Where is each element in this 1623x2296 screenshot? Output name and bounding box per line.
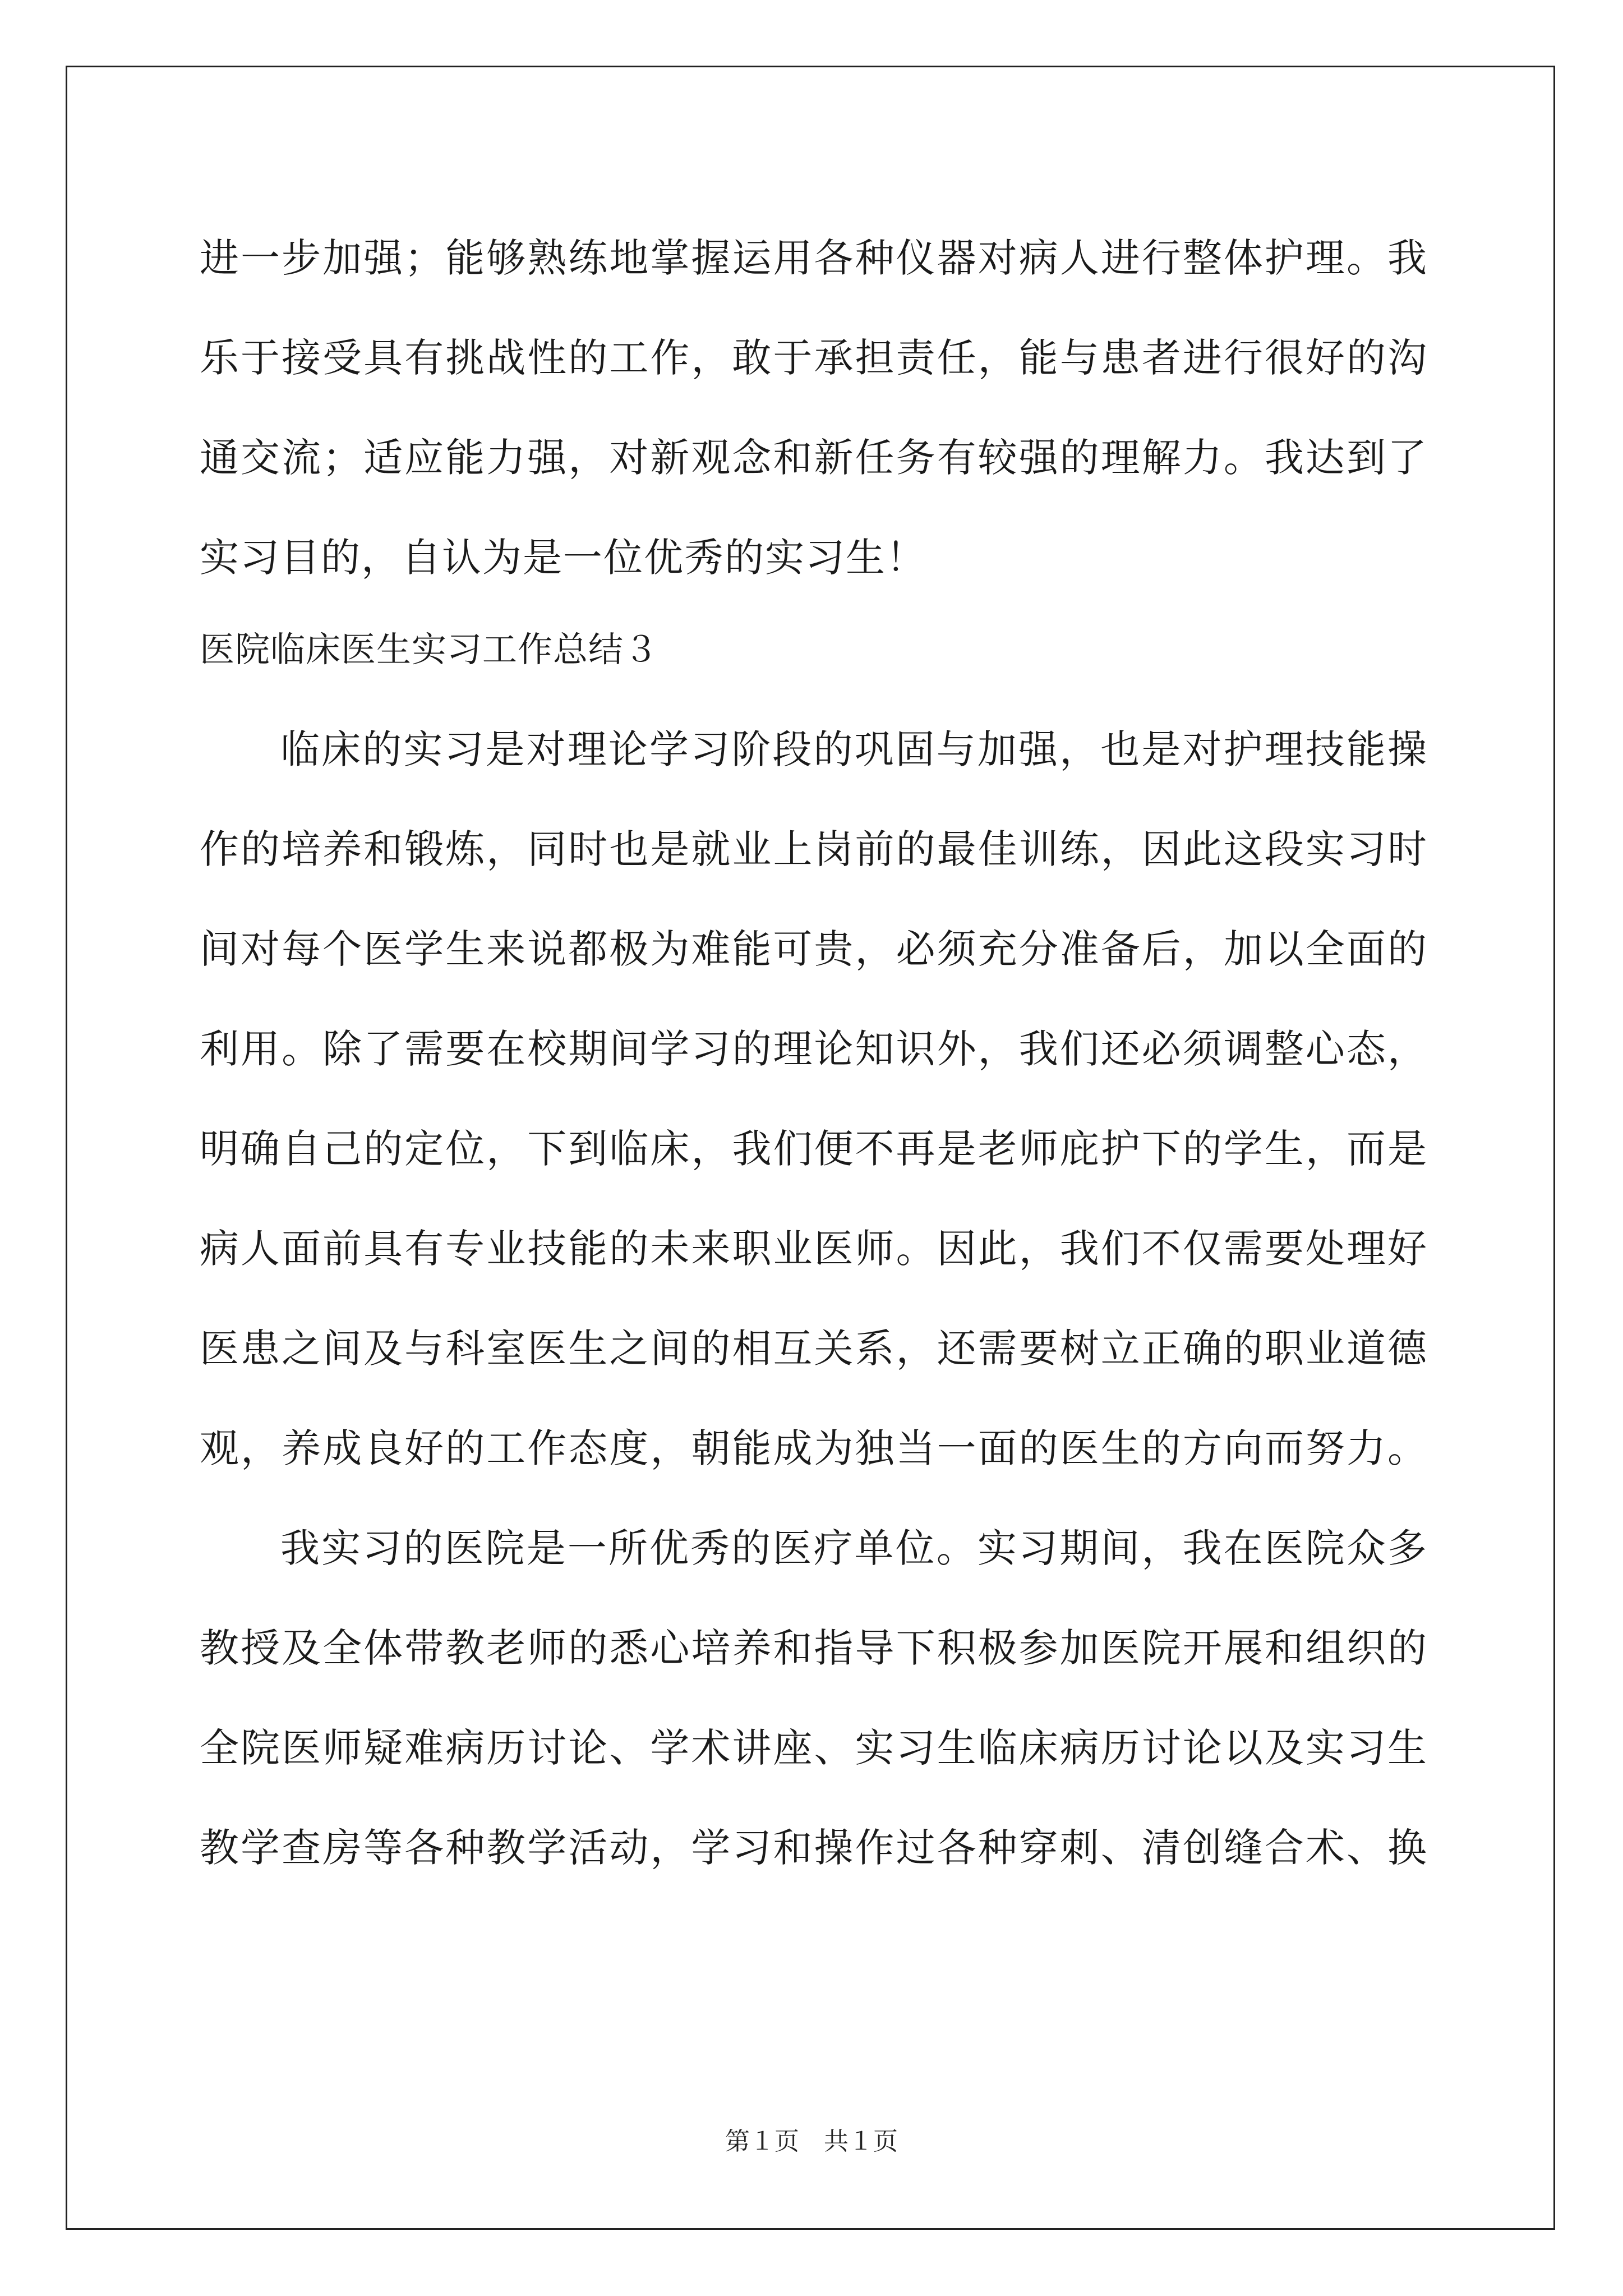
text-line: 观，养成良好的工作态度，朝能成为独当一面的医生的方向而努力。 — [200, 1425, 1428, 1471]
text-line: 病人面前具有专业技能的未来职业医师。因此，我们不仅需要处理好 — [200, 1226, 1428, 1272]
text-line: 进一步加强；能够熟练地掌握运用各种仪器对病人进行整体护理。我 — [200, 235, 1428, 281]
text-line: 教授及全体带教老师的悉心培养和指导下积极参加医院开展和组织的 — [200, 1625, 1428, 1671]
text-line: 教学查房等各种教学活动，学习和操作过各种穿刺、清创缝合术、换 — [200, 1825, 1428, 1871]
text-line: 明确自己的定位，下到临床，我们便不再是老师庇护下的学生，而是 — [200, 1126, 1428, 1172]
text-line: 利用。除了需要在校期间学习的理论知识外，我们还必须调整心态， — [200, 1026, 1428, 1072]
text-line: 作的培养和锻炼，同时也是就业上岗前的最佳训练，因此这段实习时 — [200, 826, 1428, 872]
text-line: 医患之间及与科室医生之间的相互关系，还需要树立正确的职业道德 — [200, 1326, 1428, 1372]
text-line: 间对每个医学生来说都极为难能可贵，必须充分准备后，加以全面的 — [200, 926, 1428, 972]
text-line: 临床的实习是对理论学习阶段的巩固与加强，也是对护理技能操 — [280, 726, 1428, 772]
text-line: 实习目的，自认为是一位优秀的实习生！ — [200, 535, 926, 581]
section-heading: 医院临床医生实习工作总结３ — [200, 629, 660, 670]
page-number-footer: 第１页 共１页 — [725, 2127, 898, 2156]
text-line: 我实习的医院是一所优秀的医疗单位。实习期间，我在医院众多 — [280, 1525, 1428, 1571]
text-line: 通交流；适应能力强，对新观念和新任务有较强的理解力。我达到了 — [200, 435, 1428, 481]
text-line: 乐于接受具有挑战性的工作，敢于承担责任，能与患者进行很好的沟 — [200, 335, 1428, 381]
text-line: 全院医师疑难病历讨论、学术讲座、实习生临床病历讨论以及实习生 — [200, 1725, 1428, 1771]
